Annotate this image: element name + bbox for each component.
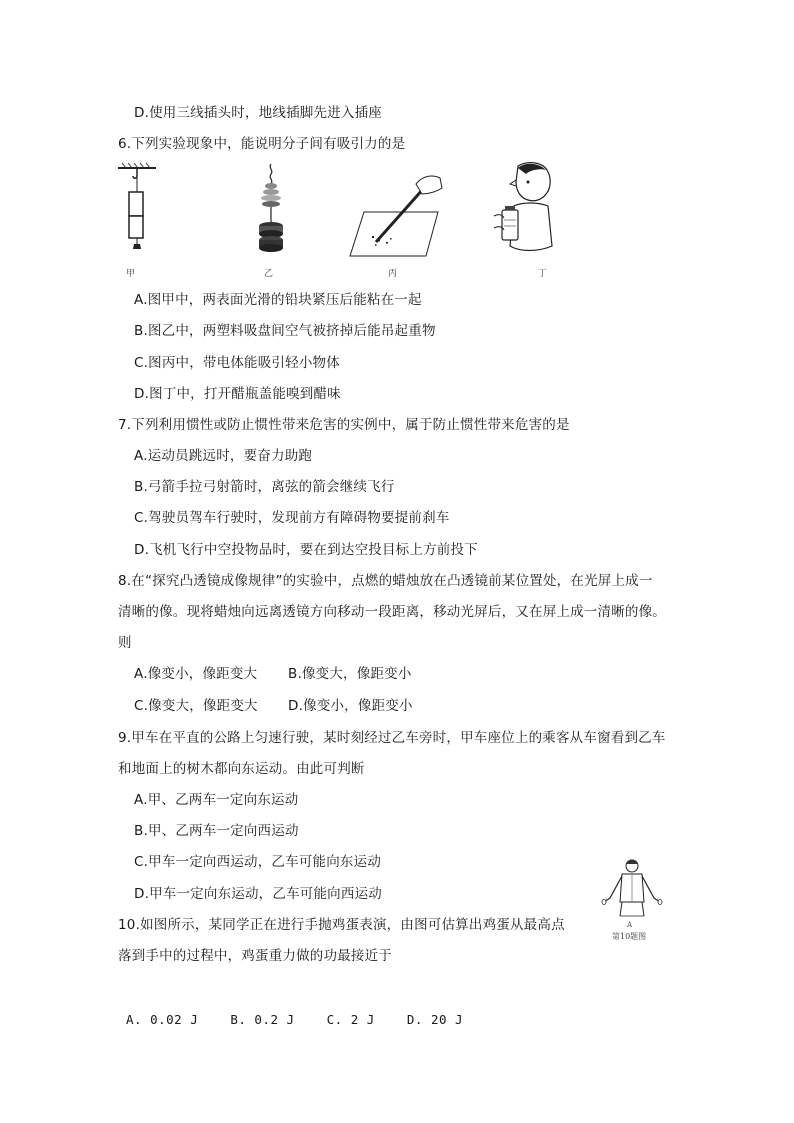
q6-option-c: C.图丙中，带电体能吸引轻小物体: [134, 355, 340, 371]
figure-label-bing: 丙: [388, 269, 398, 279]
figure-bing-charged-rod: [346, 170, 446, 262]
figure-jia-lead-blocks: [116, 162, 162, 262]
q6-option-b: B.图乙中，两塑料吸盘间空气被挤掉后能吊起重物: [134, 323, 436, 339]
q5-option-d: D.使用三线插头时，地线插脚先进入插座: [134, 105, 382, 121]
figure-label-jia: 甲: [126, 269, 136, 279]
q8-stem-line-2: 清晰的像。现将蜡烛向远离透镜方向移动一段距离，移动光屏后，又在屏上成一清晰的像。: [118, 604, 666, 620]
q9-option-c: C.甲车一定向西运动，乙车可能向东运动: [134, 854, 382, 870]
q8-option-b: B.像变大，像距变小: [288, 666, 412, 682]
figure-label-ding: 丁: [538, 269, 548, 279]
q7-option-c: C.驾驶员驾车行驶时，发现前方有障碍物要提前刹车: [134, 510, 450, 526]
q9-option-b: B.甲、乙两车一定向西运动: [134, 823, 299, 839]
q8-option-a: A.像变小，像距变大: [134, 666, 258, 682]
q6-stem: 6.下列实验现象中，能说明分子间有吸引力的是: [118, 136, 406, 152]
q6-option-d: D.图丁中，打开醋瓶盖能嗅到醋味: [134, 386, 341, 402]
q7-stem: 7.下列利用惯性或防止惯性带来危害的实例中，属于防止惯性带来危害的是: [118, 417, 570, 433]
figure-ding-boy-vinegar: [488, 160, 564, 262]
q10-stem-line-2: 落到手中的过程中，鸡蛋重力做的功最接近于: [118, 948, 392, 964]
q9-stem-line-2: 和地面上的树木都向东运动。由此可判断: [118, 761, 365, 777]
q8-option-d: D.像变小，像距变小: [288, 698, 413, 714]
q8-stem-line-3: 则: [118, 635, 132, 651]
figure-yi-suction-cups: [246, 162, 296, 262]
q6-option-a: A.图甲中，两表面光滑的铅块紧压后能粘在一起: [134, 292, 422, 308]
figure-q10-caption: 第10题图: [612, 932, 647, 941]
q9-stem-line-1: 9.甲车在平直的公路上匀速行驶，某时刻经过乙车旁时，甲车座位上的乘客从车窗看到乙车: [118, 730, 666, 746]
q8-option-c: C.像变大，像距变大: [134, 698, 258, 714]
q9-option-a: A.甲、乙两车一定向东运动: [134, 792, 299, 808]
figure-label-yi: 乙: [264, 269, 274, 279]
q7-option-d: D.飞机飞行中空投物品时，要在到达空投目标上方前投下: [134, 542, 478, 558]
q8-stem-line-1: 8.在“探究凸透镜成像规律”的实验中，点燃的蜡烛放在凸透镜前某位置处，在光屏上成一: [118, 573, 653, 589]
q10-options: A. 0.02 J B. 0.2 J C. 2 J D. 20 J: [126, 1012, 464, 1027]
q10-stem-line-1: 10.如图所示，某同学正在进行手抛鸡蛋表演，由图可估算出鸡蛋从最高点: [118, 917, 565, 933]
q7-option-a: A.运动员跳远时，要奋力助跑: [134, 448, 313, 464]
q9-option-d: D.甲车一定向东运动，乙车可能向西运动: [134, 886, 382, 902]
q7-option-b: B.弓箭手拉弓射箭时，离弦的箭会继续飞行: [134, 479, 395, 495]
figure-q10-letter: A: [627, 921, 633, 929]
